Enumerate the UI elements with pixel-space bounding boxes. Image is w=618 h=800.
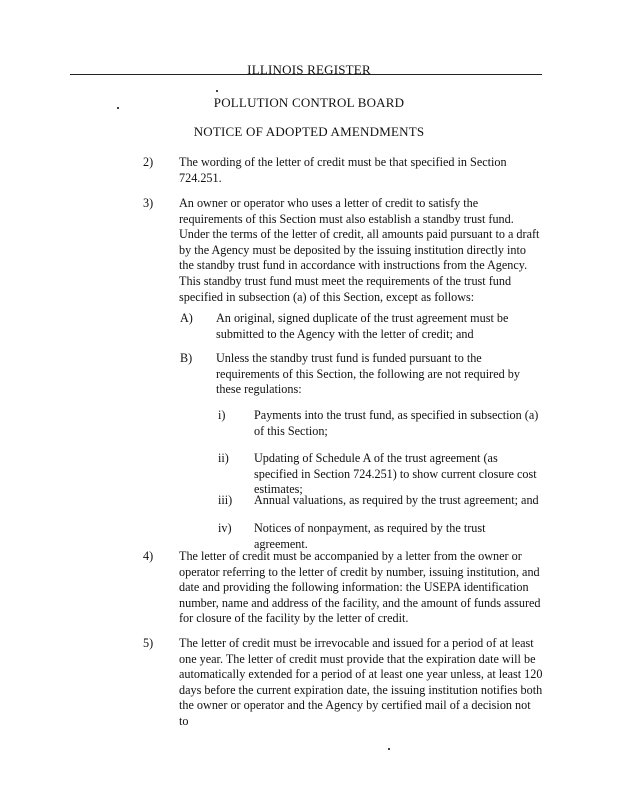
scan-speck: [388, 748, 390, 750]
paragraph-number: 3): [143, 196, 154, 210]
subparagraph-letter: B): [180, 351, 193, 365]
clause-numeral: ii): [218, 451, 229, 465]
scan-speck: [117, 107, 119, 109]
clause-text: Payments into the trust fund, as specified in subsection (a) of this Section;: [254, 408, 539, 438]
notice-title: NOTICE OF ADOPTED AMENDMENTS: [193, 124, 425, 139]
paragraph-text: An owner or operator who uses a letter of credit to satisfy the requirements of this Section must also establish a standby trust fund. Under the terms of the letter of credit, all amounts paid pursuant to a draft by the Agency must be deposited by the issuing institution directly into the standby trust fund in accordance with instructions from the Agency. This standby trust fund must meet the requirements of the trust fund specified in subsection (a) of this Section, except as follows:: [179, 196, 540, 304]
clause-text: Updating of Schedule A of the trust agreement (as specified in Section 724.251) to show current closure cost estimates;: [254, 451, 537, 497]
paragraph-text: The letter of credit must be accompanied by a letter from the owner or operator referring to the letter of credit by number, issuing institution, and date and providing the following information: the USEPA identification number, name and address of the facility, and the amount of funds assured for closure of the facility by the letter of credit.: [179, 549, 541, 626]
clause-text: Notices of nonpayment, as required by the trust agreement.: [254, 521, 486, 551]
paragraph-text: The wording of the letter of credit must be that specified in Section 724.251.: [179, 155, 507, 185]
paragraph-number: 4): [143, 549, 154, 563]
clause-text: Annual valuations, as required by the trust agreement; and: [254, 493, 539, 507]
clause-numeral: iv): [218, 521, 232, 535]
paragraph-number: 5): [143, 636, 154, 650]
subparagraph-text: An original, signed duplicate of the trust agreement must be submitted to the Agency with the letter of credit; and: [216, 311, 509, 341]
header-rule: [70, 74, 542, 75]
paragraph-number: 2): [143, 155, 154, 169]
paragraph-text: The letter of credit must be irrevocable and issued for a period of at least one year. The letter of credit must provide that the expiration date will be automatically extended for a period of at least one year unless, at least 120 days before the current expiration date, the issuing institution notifies both the owner or operator and the Agency by certified mail of a decision not to: [179, 636, 543, 728]
board-name: POLLUTION CONTROL BOARD: [213, 95, 405, 110]
subparagraph-letter: A): [180, 311, 193, 325]
clause-numeral: iii): [218, 493, 233, 507]
subparagraph-text: Unless the standby trust fund is funded pursuant to the requirements of this Section, the following are not required by these regulations:: [216, 351, 520, 397]
scan-speck: [216, 90, 218, 92]
clause-numeral: i): [218, 408, 226, 422]
register-title: ILLINOIS REGISTER: [247, 62, 371, 77]
